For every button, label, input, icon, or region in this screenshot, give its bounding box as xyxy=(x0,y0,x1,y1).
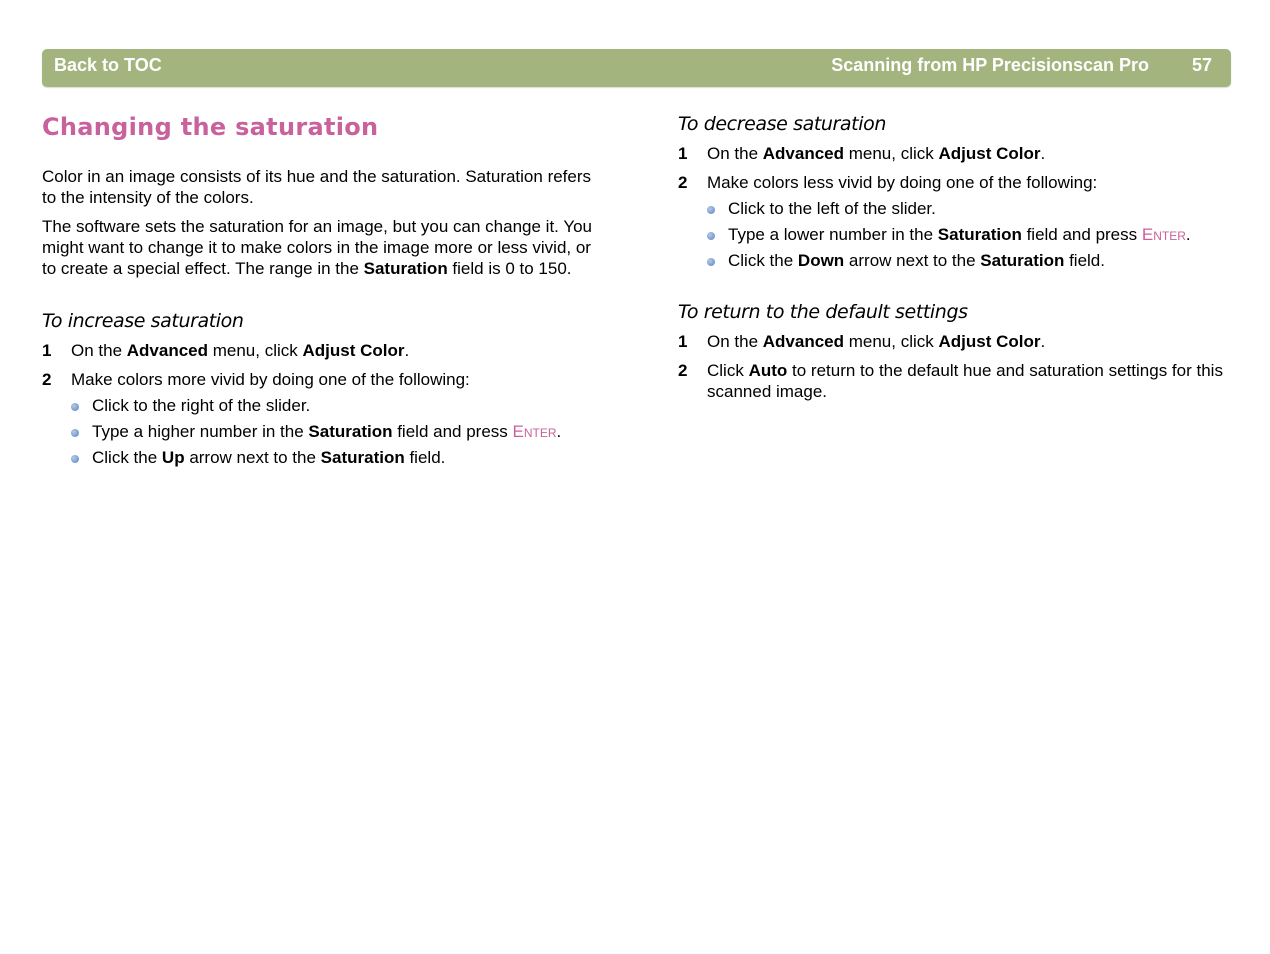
step-number: 2 xyxy=(678,361,688,380)
increase-step-1 xyxy=(42,340,602,361)
enter-key-label: Enter xyxy=(1141,225,1186,244)
step-text: to return to the default hue and saturation settings for this scanned image. xyxy=(707,361,1223,401)
bullet-text: . xyxy=(556,422,562,441)
bullet-text: arrow next to the xyxy=(844,251,981,270)
step-number: 1 xyxy=(42,341,52,360)
bullet-text: Click the xyxy=(92,448,162,467)
header-bar xyxy=(42,49,1231,87)
decrease-steps xyxy=(678,143,1238,193)
bullet-dot-icon xyxy=(71,403,79,411)
bullet-dot-icon xyxy=(71,429,79,437)
default-heading: To return to the default settings xyxy=(678,301,968,323)
range-paragraph xyxy=(42,216,602,279)
bullet-text: field and press xyxy=(392,422,513,441)
step-text: . xyxy=(1040,144,1046,163)
bullet-text: Click to the left of the slider. xyxy=(728,199,936,218)
step-number: 2 xyxy=(678,173,688,192)
default-step-1 xyxy=(678,331,1238,352)
step-text: menu, click xyxy=(208,341,303,360)
bullet-text: arrow next to the xyxy=(184,448,321,467)
step-text: On the xyxy=(707,332,763,351)
intro-paragraph: Color in an image consists of its hue and the saturation. Saturation refers to the intensity of the colors. xyxy=(42,167,592,207)
bullet-bold: Saturation xyxy=(320,448,405,467)
bullet-dot-icon xyxy=(707,258,715,266)
decrease-step-1 xyxy=(678,143,1238,164)
increase-option-1 xyxy=(42,395,602,416)
right-column xyxy=(678,113,1238,402)
bullet-text: Click the xyxy=(728,251,798,270)
step-text: . xyxy=(404,341,410,360)
bullet-text: Type a lower number in the xyxy=(728,225,938,244)
bullet-text: field. xyxy=(404,448,446,467)
enter-key-label: Enter xyxy=(512,422,557,441)
decrease-step-2 xyxy=(678,172,1238,193)
step-bold: Advanced xyxy=(762,332,845,351)
increase-options xyxy=(42,395,602,468)
increase-steps xyxy=(42,340,602,390)
step-number: 2 xyxy=(42,370,52,389)
step-bold: Auto xyxy=(748,361,788,380)
bullet-dot-icon xyxy=(707,206,715,214)
step-bold: Advanced xyxy=(762,144,845,163)
step-text: Make colors more vivid by doing one of the following: xyxy=(71,370,470,389)
bullet-text: Click to the right of the slider. xyxy=(92,396,311,415)
decrease-option-3 xyxy=(678,250,1238,271)
bullet-bold: Saturation xyxy=(308,422,393,441)
default-step-2 xyxy=(678,360,1238,402)
step-text: On the xyxy=(707,144,763,163)
step-text: menu, click xyxy=(844,144,939,163)
decrease-options xyxy=(678,198,1238,271)
bullet-text: Type a higher number in the xyxy=(92,422,309,441)
increase-step-2 xyxy=(42,369,602,390)
increase-option-3 xyxy=(42,447,602,468)
bullet-bold: Up xyxy=(161,448,185,467)
page-title: Changing the saturation xyxy=(42,113,379,141)
increase-option-2 xyxy=(42,421,602,442)
range-bold-saturation: Saturation xyxy=(363,259,448,278)
step-bold: Advanced xyxy=(126,341,209,360)
step-text: . xyxy=(1040,332,1046,351)
bullet-dot-icon xyxy=(71,455,79,463)
default-steps xyxy=(678,331,1238,402)
bullet-bold: Down xyxy=(797,251,845,270)
step-text: Make colors less vivid by doing one of the following: xyxy=(707,173,1098,192)
step-number: 1 xyxy=(678,144,688,163)
left-column xyxy=(42,113,602,468)
bullet-dot-icon xyxy=(707,232,715,240)
bullet-text: field and press xyxy=(1021,225,1142,244)
step-text: Click xyxy=(707,361,749,380)
step-text: menu, click xyxy=(844,332,939,351)
step-bold: Adjust Color xyxy=(938,144,1041,163)
decrease-option-2 xyxy=(678,224,1238,245)
decrease-option-1 xyxy=(678,198,1238,219)
increase-heading: To increase saturation xyxy=(42,310,244,332)
back-to-toc-link[interactable]: Back to TOC xyxy=(54,55,162,75)
bullet-bold: Saturation xyxy=(937,225,1022,244)
step-number: 1 xyxy=(678,332,688,351)
bullet-text: . xyxy=(1185,225,1191,244)
page-number: 57 xyxy=(1191,55,1212,75)
bullet-bold: Saturation xyxy=(980,251,1065,270)
section-title: Scanning from HP Precisionscan Pro xyxy=(831,55,1149,75)
step-text: On the xyxy=(71,341,127,360)
step-bold: Adjust Color xyxy=(938,332,1041,351)
decrease-heading: To decrease saturation xyxy=(678,113,886,135)
bullet-text: field. xyxy=(1064,251,1105,270)
range-text-2: field is 0 to 150. xyxy=(447,259,572,278)
step-bold: Adjust Color xyxy=(302,341,405,360)
range-text-1: The software sets the saturation for an image, but you can change it. You might want to change it to make colors in the image more or less vivid, or to create a special effect. The range in the xyxy=(42,217,593,278)
